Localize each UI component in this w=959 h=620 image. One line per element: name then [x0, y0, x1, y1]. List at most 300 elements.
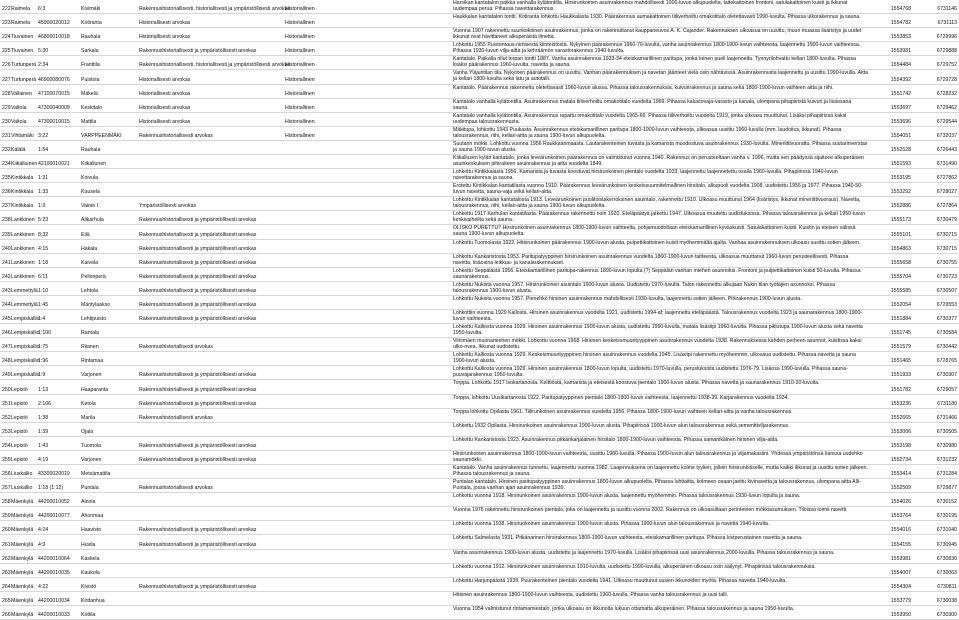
village-name: Lepistö	[11, 400, 28, 407]
description: Lohkottu Tuomolasta 1922. Hirsirunkoinen päärakennus 1900-luvun alusta, pulpettikattoinen kuisti myöhemmältä ajalta. Vanhaa asuinrakennuksen ulkoasu uusittu sotien jälkeen.	[453, 239, 861, 246]
coordinate-y: 6729462	[936, 104, 957, 111]
table-row	[0, 409, 959, 423]
kohde-number: 258	[2, 499, 11, 506]
coordinate-x: 1553853	[890, 34, 911, 41]
village-name: Lankkinen	[11, 259, 35, 266]
kohde-number: 247	[2, 344, 11, 351]
coordinate-y: 6730715	[936, 231, 957, 238]
coordinate-y: 6728027	[936, 189, 957, 196]
property-id: 4:24	[38, 527, 49, 534]
table-row	[0, 0, 959, 14]
coordinate-x: 1551782	[890, 386, 911, 393]
coordinate-y: 6729553	[936, 301, 957, 308]
property-name: Kivistö	[81, 583, 97, 590]
classification: Historiallisesti arvokas	[139, 104, 191, 111]
classification: Rakennushistoriallisesti ja ympäristöllisesti arvokas	[139, 273, 257, 280]
village-name: Vihtamäki	[11, 132, 34, 139]
description: Kiikallusen kylän kantatalo, jonka leveärunkoinen päärakennus on valmistunut vuonna 1940. Rakennus on perusteeltaan vanha v. 1996, mutta sen päädyssä sijaitsee alkuperäisen asuinkeskuksen pihiraiteen asuinrakennus ja aitta vuodelta 1849.	[453, 155, 864, 167]
property-id: 4:9	[38, 541, 46, 548]
category: Historiallinen	[285, 20, 315, 27]
property-id: 2:34	[38, 62, 49, 69]
property-name: Huvila	[81, 541, 96, 548]
coordinate-x: 1553697	[890, 104, 911, 111]
property-name: Mäkelä	[81, 90, 98, 97]
coordinate-y: 6730505	[936, 428, 957, 435]
village-name: Lepistö	[11, 442, 28, 449]
kohde-number: 241	[2, 259, 11, 266]
kohde-number: 251	[2, 400, 11, 407]
category: Historiallinen	[285, 34, 315, 41]
village-name: Mäenkylä	[11, 541, 34, 548]
property-id: 44200010064	[38, 555, 70, 562]
category: Historiallinen	[285, 48, 315, 55]
classification: Rakennushistoriallisesti ja ympäristöllisesti arvokas	[139, 287, 257, 294]
property-name: VARPPEENMÄKI	[81, 132, 122, 139]
property-name: Kottila	[81, 611, 96, 618]
property-id: 43300020019	[38, 471, 70, 478]
coordinate-x: 1553198	[890, 442, 911, 449]
description: Lohkottu vuonna 1938. Hirsirunkoinen asuinrakennus 1900-luvun alusta. Pihassa 1900-luvun alun talousrakennus ja navetta 1940-luvulta.	[453, 521, 770, 528]
property-id: 1:38	[38, 414, 49, 421]
property-id: 44200010052	[38, 499, 70, 506]
classification: Rakennushistoriallisesti ja ympäristöllisesti arvokas	[139, 48, 257, 55]
village-name: Kintikkala	[11, 203, 34, 210]
kohde-number: 256	[2, 471, 11, 478]
coordinate-x: 1553981	[890, 48, 911, 55]
coordinate-x: 1551579	[890, 344, 911, 351]
village-name: Lankkinen	[11, 273, 35, 280]
property-id: 8:32	[38, 231, 49, 238]
kohde-number: 243	[2, 287, 11, 294]
coordinate-y: 6729057	[936, 386, 957, 393]
property-name: Kaskela	[81, 555, 100, 562]
classification: Rakennushistoriallisesti ja ympäristöllisesti arvokas	[139, 541, 257, 548]
property-id: 1:45	[38, 301, 49, 308]
classification: Rakennushistoriallisesti ja ympäristöllisesti arvokas	[139, 301, 257, 308]
table-row	[0, 155, 959, 169]
property-name: Varjonen	[81, 456, 102, 463]
coordinate-x: 1552734	[890, 456, 911, 463]
kohde-number: 239	[2, 231, 11, 238]
property-id: 1:18	[38, 259, 49, 266]
property-id: 1:33	[38, 189, 49, 196]
property-id: 4:19	[38, 456, 49, 463]
kohde-number: 252	[2, 414, 11, 421]
coordinate-x: 1551742	[890, 90, 911, 97]
coordinate-x: 1551593	[890, 161, 911, 168]
description: Lohkottu 1917 Karhulan kantatilasta. Päärakennus rakennettu noin 1920. Eteläpäätyä jatkettu 1947. Ulkoasua muutettu uudistuksissa. Pihassa talousrakennus ja kellari 1950-luvun keskivaiheilta sekä sauna.	[453, 211, 866, 224]
coordinate-y: 6727862	[936, 175, 957, 182]
property-name: Mäntylaakso	[81, 301, 111, 308]
village-name: Mäenkylä	[11, 555, 34, 562]
coordinate-x: 1553006	[890, 428, 911, 435]
table-row	[0, 211, 959, 225]
property-name: Rintamaa	[81, 358, 104, 365]
property-id: 6:3	[38, 6, 46, 13]
description: Lohkottu vuonna 1912. Hirsirunkoinen asuinrakennus 1910-luvulta, uudistettu 1990-luvulla, alkuperäinen ulkoasu osin säilynyt. Pihapiirissä talousrakennuksia.	[453, 563, 816, 570]
coordinate-x: 1554026	[890, 499, 911, 506]
coordinate-y: 6729996	[936, 34, 957, 41]
property-id: 1:3	[38, 203, 46, 210]
coordinate-x: 1553236	[890, 400, 911, 407]
coordinate-y: 6731232	[936, 456, 957, 463]
table-row	[0, 380, 959, 394]
description: Kantatalo vanhalla kylätontilla. Asuinrakennus rapattu omakotitalo vuodelta 1965-66. Pihassa tiiliverhoiltu vuodelta 1919, jonka ulkoasu muuttunut. Lisäksi pihapiirissä kaksi uudempaa talousrakennusta.	[453, 112, 847, 125]
description: Erotettu Kintikkalan kantatilasta vuonna 1910. Päärakennus leveärunkoinen keskeissuunnitelmallinen hirsitalo, alkupuoli vuodelta 1908, uudistettu 1956 ja 1977. Pihassa 1940-50-luvun navetta, sauna-vaja sekä kellari-aitta.	[453, 183, 863, 196]
description: Lohkottu Kalliosta vuonna 1929. Hirsinen asuinrakennus 1800-luvun lopulta, uudistettu 1970-luvulla, perustuksista uudistettu 1976-79. Lisäosa 1990-luvulla. Pihassa sauna-puuvajarakennus 1950-luvulta.	[453, 366, 848, 379]
kohde-number: 235	[2, 175, 11, 182]
classification: Rakennushistoriallisesti ja ympäristöllisesti arvokas	[139, 400, 257, 407]
property-id: 2:106	[38, 400, 51, 407]
village-name: Lankkinen	[11, 231, 35, 238]
description: Vanha asuinrakennus 1900-luvun alusta, uudistettu ja laajennettu 1970-luvulla. Lisäksi pihapiirissä uusi asuinrakennus 2000-luvulla. Pihassa talousrakennus ja sauna.	[453, 549, 835, 556]
property-id: 1:54	[38, 146, 49, 153]
description: Lohkottu Nukista vuonna 1957. Hirsirunkoinen asuintalo 1900-luvun alusta. Uudistettu 1970-luvulla. Talon rakenneittu alkujaan Nukin tilan työtäjien asunnoksi. Pihassa talousrakennus 1900-luvun alusta.	[453, 281, 835, 294]
table-row	[0, 578, 959, 592]
village-name: Turtunperä	[11, 76, 37, 83]
kohde-number: 249	[2, 372, 11, 379]
table-row	[0, 85, 959, 99]
table-row	[0, 296, 959, 310]
village-name: Mäenkylä	[11, 527, 34, 534]
table-row	[0, 324, 959, 338]
coordinate-y: 6730723	[936, 273, 957, 280]
kohde-number: 250	[2, 386, 11, 393]
property-name: Puistola	[81, 76, 100, 83]
coordinate-y: 6731490	[936, 161, 957, 168]
description: Lohkottu Kalliosta vuonna 1929. Hirsinen asuinrakennus 1900-luvun alusta, uudistettu 1990-luvulla, matala lisäsiipi 1960-luvulta. Pihassa piklutupa 1900-luvun alusta sekä navetta 1950-luvulta.	[453, 324, 863, 337]
classification: Rakennushistoriallisesti ja ympäristöllisesti arvokas	[139, 386, 257, 393]
coordinate-y: 6732037	[936, 132, 957, 139]
table-row	[0, 395, 959, 409]
coordinate-x: 1552509	[890, 485, 911, 492]
coordinate-x: 1554051	[890, 132, 911, 139]
village-name: Liuskallio	[11, 471, 33, 478]
coordinate-y: 6731146	[937, 6, 957, 13]
coordinate-x: 1554484	[890, 62, 911, 69]
village-name: Raimela	[11, 20, 31, 27]
property-name: Lehtipuisto	[81, 316, 107, 323]
village-name: Lemmettylä	[11, 301, 38, 308]
description: Harsikan kantatalon paikka vanhalla kylätontilla. Hirsirunkoinen asuinrakennus mahdollisesti 1900-luvun alkupuolelta, taitekattoinen frontoni, satulakattoinen kuisti ja ikkunat uudempaa perua. Pihassa navettarakennus.	[453, 0, 848, 12]
table-row	[0, 169, 959, 183]
table-row	[0, 366, 959, 380]
coordinate-y: 6730377	[936, 316, 957, 323]
description: Lohkottu Kankaristosta 1923. Asuinrakennus pitkänkarjalainen hirsitalo 1800-1900-luvun vaihteesta. Pihassa samanikäinen hirsinen vilja-aitta.	[453, 436, 779, 443]
property-name: Metsämattila	[81, 471, 111, 478]
description: Vuonna 1907 rakennettu suurikokoinen asuinrakennus, jonka on rakennuttanut kauppaneuvos A. K. Cajander. Rakennuksen ulkoasua on uusittu, muun muassa lisäristys ja uudet ikkunat ovat hävittäneet alkuperäistä ilmettä.	[453, 28, 862, 41]
coordinate-x: 1552665	[890, 414, 911, 421]
classification: Historiallisesti arvokas	[139, 34, 191, 41]
coordinate-y: 6730755	[936, 259, 957, 266]
description: Hirsinen asuinrakennus 1800-1900-luvun vaihteesta, uudistettu 1960-luvulla. Pihassa vanha talousrakennus ja uusi talli.	[453, 591, 729, 598]
classification: Historiallisesti arvokas	[139, 20, 191, 27]
classification: Rakennushistoriallisesti ja ympäristöllisesti arvokas	[139, 231, 257, 238]
table-row	[0, 451, 959, 465]
coordinate-y: 6729888	[936, 48, 957, 55]
kohde-number: 230	[2, 118, 11, 125]
kohde-number: 261	[2, 541, 11, 548]
coordinate-y: 6730830	[936, 555, 957, 562]
description: Lohkottu Kankaristosta 1953. Paritupatyyppinen hirsirunkoinen asuinrakennus vuodelta 1860-1900-luvun taitteesta, ulkoasua muuttanut 1960-luvun perusteellisesti. Pihassa navetta, lisäosina leikkuu- ja kanalarakennukset.	[453, 253, 849, 266]
kohde-number: 234	[2, 161, 11, 168]
classification: Rakennushistoriallisesti arvokas	[139, 344, 213, 351]
description: Suutarin mökki. Lohkottu vuonna 1956 Raukkaanmaasta. Lautarakenteinen tuvasta ja kamarista muodostuva asuinrakennus 1930-luvulta. Mineriittivuorattu. Pihassa suutarinverstas ja sauna 1900-luvun alusta.	[453, 140, 868, 153]
property-name: Kuusela	[81, 189, 100, 196]
kohde-number: 226	[2, 62, 11, 69]
classification: Rakennushistoriallisesti arvokas	[139, 414, 213, 421]
classification: Ympäristöllisesti arvokas	[139, 203, 197, 210]
classification: Rakennushistoriallisesti ja ympäristöllisesti arvokas	[139, 259, 257, 266]
coordinate-y: 6730307	[936, 372, 957, 379]
description: Vuonna 1954 valmistunut rintamamiestalo, jonka ulkoasu on ikkunoita lukuun ottamatta alkuperäinen. Pihassa talousrakennus ja sauna 1950-luvulta.	[453, 605, 795, 612]
classification: Rakennushistoriallisesti ja ympäristöllisesti arvokas	[139, 217, 257, 224]
property-name: Alikarhula	[81, 217, 104, 224]
kohde-number: 266	[2, 611, 11, 618]
village-name: Kintikkala	[11, 189, 34, 196]
table-row	[0, 521, 959, 535]
coordinate-x: 1555704	[890, 273, 911, 280]
coordinate-x: 1554007	[890, 569, 911, 576]
property-name: Kaukola	[81, 569, 100, 576]
kohde-number: 237	[2, 203, 11, 210]
kohde-number: 246	[2, 330, 11, 337]
property-id: 1:39	[38, 428, 49, 435]
coordinate-y: 6730584	[936, 330, 957, 337]
kohde-number: 236	[2, 189, 11, 196]
property-name: Haavisto	[81, 527, 102, 534]
village-name: Raimela	[11, 6, 31, 13]
description: Lohkottu Seppälästä 1956. Eteiskamarillinen paritupa-rakennus 1890-luvun lopulta (?) Seppälän vanhan miehen asunnoksi. Frontoni ja pulpettikattoinen kuisti 50-luvulta. Pihassa saunarakennus.	[453, 267, 861, 280]
classification: Historiallisesti arvokas	[139, 118, 191, 125]
category: Historiallinen	[285, 118, 315, 125]
kohde-number: 225	[2, 48, 11, 55]
property-name: Puntala	[81, 485, 99, 492]
coordinate-x: 1551465	[890, 358, 911, 365]
coordinate-y: 6730300	[936, 611, 957, 618]
description: Torppa lohkottu Opilasta 1961. Tiilirunkoinen asuinrakennus vuodelta 1956. Pihassa 1800-1900-luvun vaihteen kellari-aitta ja vanha talousrakennus.	[453, 408, 793, 415]
kohde-number: 244	[2, 301, 11, 308]
coordinate-x: 1553414	[890, 471, 911, 478]
village-name: Lempiskallio	[11, 330, 40, 337]
property-name: Franttila	[81, 62, 100, 69]
classification: Rakennushistoriallisesti arvokas	[139, 485, 213, 492]
property-id: 42100010021	[38, 161, 70, 168]
description: Lohkottu Harjunpäästä 1939. Puurakenteinen pientalo vuodelta 1941. Ulkoasu muuttunut uusien ikkunoiden myötä. Pihassa navetta 1940-luvulta.	[453, 577, 787, 584]
kohde-number: 245	[2, 316, 11, 323]
property-id: 1:9	[38, 372, 46, 379]
property-name: Keskitalo	[81, 104, 103, 111]
property-name: Rauhala	[81, 146, 101, 153]
property-name: Kiikallunen	[81, 161, 107, 168]
property-name: Koivula	[81, 175, 99, 182]
property-id: 44200010034	[38, 597, 70, 604]
coordinate-y: 6726443	[936, 146, 957, 153]
category: Historiallinen	[285, 132, 315, 139]
village-name: Lemmettylä	[11, 287, 38, 294]
property-id: 44200010033	[38, 611, 70, 618]
coordinate-x: 1555585	[890, 287, 911, 294]
property-name: Marila	[81, 414, 96, 421]
village-name: Lempiskallio	[11, 344, 40, 351]
coordinate-x: 1552886	[890, 203, 911, 210]
property-id: 1:13	[38, 386, 49, 393]
description: Kantatalo. Päärakennus rakennettu oletettavasti 1960-luvun alussa. Pihassa talousrakennuksia, kuivurirakennus ja sauna sekä 1800-1900-luvun vaihteen aitta ja riihi.	[453, 84, 834, 91]
classification: Rakennushistoriallisesti ja ympäristöllisesti arvokas	[139, 245, 257, 252]
classification: Historiallisesti arvokas	[139, 90, 191, 97]
village-name: Lempiskallio	[11, 316, 40, 323]
classification: Rakennushistoriallisesti, historiallisesti ja ympäristöllisesti arvokas	[139, 6, 291, 13]
coordinate-x: 1551745	[890, 330, 911, 337]
village-name: Mäenkylä	[11, 569, 34, 576]
coordinate-y: 6731284	[936, 471, 957, 478]
coordinate-y: 6730980	[936, 442, 957, 449]
coordinate-y: 6730507	[936, 287, 957, 294]
coordinate-y: 6730811	[937, 583, 957, 590]
kohde-number: 242	[2, 273, 11, 280]
coordinate-y: 6731180	[937, 400, 957, 407]
property-id: 45900020012	[38, 20, 70, 27]
coordinate-y: 6730945	[936, 541, 957, 548]
table-row	[0, 352, 959, 366]
table-row	[0, 14, 959, 28]
property-name: Ketola	[81, 400, 96, 407]
property-name: Eilä	[81, 231, 90, 238]
village-name: Liuskallio	[11, 485, 33, 492]
village-name: Valtola	[11, 118, 27, 125]
property-name: Kivimäki	[81, 6, 101, 13]
kohde-number: 248	[2, 358, 11, 365]
coordinate-y: 6729728	[936, 76, 957, 83]
village-name: Tiuvainen	[11, 48, 34, 55]
description: Hirsirunkoinen asuinrakennus 1800-1900-luvun vaihteesta, uusittu 1980-luvulla. Pihassa 1900-luvun alun talousrakennus ja viljamakasiini. Yhdessä ympäristönsä kanssa uudehko saunamökki.	[453, 450, 863, 463]
property-id: 44200010035	[38, 569, 70, 576]
classification: Rakennushistoriallisesti arvokas	[139, 132, 213, 139]
coordinate-y: 6730063	[936, 569, 957, 576]
kohde-number: 260	[2, 527, 11, 534]
property-id: 47300040009	[38, 104, 70, 111]
coordinate-x: 1555173	[890, 217, 911, 224]
kohde-number: 232	[2, 146, 11, 153]
kohde-number: 264	[2, 583, 11, 590]
property-id: 44200010077	[38, 513, 70, 520]
coordinate-y: 6731040	[936, 527, 957, 534]
kohde-number: 227	[2, 76, 11, 83]
coordinate-x: 1555101	[890, 231, 911, 238]
coordinate-x: 1552054	[890, 301, 911, 308]
category: Historiallinen	[285, 62, 315, 69]
property-id: 47300010015	[38, 118, 70, 125]
village-name: Kiikalluinen	[11, 161, 38, 168]
property-name: Pellonperä	[81, 273, 106, 280]
village-name: Mäenkylä	[11, 583, 34, 590]
coordinate-y: 6730479	[936, 217, 957, 224]
coordinate-x: 1554768	[890, 6, 911, 13]
description: Lohkottu 1932 Opilasta. Hirsirunkoinen asuinrakennus 1900-luvun alusta. Pihapiirissä 1900-luvun alun talousrakennus sekä sementtiviljarakennus.	[453, 422, 790, 429]
village-name: Vallainen	[11, 90, 32, 97]
description: Lohkottu 1955 Puistontaus-nimisestä kiinteistöstä. Nykyinen päärakennus 1960-70-luvulta, vanha asuinrakennus 1800-1900-luvun vaihteesta, laajennettu 1900-luvun vaihteessa. Pihassa 1930-luvun vilja-aitta ja kehräämön varastorakennus 1940-luvulta.	[453, 42, 861, 55]
coordinate-y: 6730038	[936, 597, 957, 604]
village-name: Lepistö	[11, 386, 28, 393]
village-name: Mäenkylä	[11, 597, 34, 604]
table-row	[0, 507, 959, 521]
coordinate-y: 6730195	[936, 513, 957, 520]
village-name: Valtola	[11, 104, 27, 111]
property-name: Hakala	[81, 245, 98, 252]
property-name: Kotiranta	[81, 20, 102, 27]
description: Kantatalo vanhalla kylätontilla. Asuinrakennus matala tiiliverhoiltu omakotitalo vuodelta 1969. Pihassa kalustovaja-varasto ja kanala, ulompana pihapiiristä kuivuri ja lisäosana sauna.	[453, 98, 852, 111]
property-id: 1:10	[38, 287, 49, 294]
property-id: 5:23	[38, 217, 49, 224]
category: Historiallinen	[285, 90, 315, 97]
description: Kantatalo. Paikalla ollut torpan tontti 1887. Vanha asuinrakennus 1933-34 eteiskamarillinen paritupa, jonka toinen puoli laajennettu. Tynnyrilohvattu kellari 1800-luvulta. Pihassa lisäksi päärakennus 1960-luvulta, navetta ja sauna.	[453, 56, 856, 69]
property-name: Vainio I	[81, 203, 98, 210]
property-id: 1:96	[38, 358, 49, 365]
table-row	[0, 70, 959, 84]
table-row	[0, 268, 959, 282]
table-row	[0, 99, 959, 113]
coordinate-x: 1553779	[890, 597, 911, 604]
property-id: 1:18 (1:12)	[38, 485, 64, 492]
table-row	[0, 465, 959, 479]
coordinate-x: 1554782	[890, 20, 911, 27]
property-name: Rantala	[81, 330, 99, 337]
village-name: Mäenkylä	[11, 499, 34, 506]
kohde-number: 228	[2, 90, 11, 97]
property-name: Ainola	[81, 499, 96, 506]
village-name: Lankkinen	[11, 217, 35, 224]
property-id: 4:22	[38, 583, 49, 590]
description: Lohkottu Salmelasta 1931. Pitkänarinen hirsirakennus 1800-1900-luvun vaihteesta, eteiskamarillinen paritupa. Pihassa kiviperustainen navetta ja sauna.	[453, 535, 803, 542]
kohde-number: 257	[2, 485, 11, 492]
kohde-number: 263	[2, 569, 11, 576]
coordinate-y: 6729544	[936, 118, 957, 125]
coordinate-x: 1553764	[890, 513, 911, 520]
description: Lohkottu Kalliosta vuonna 1929. Keskeismuurityyppinen hirsinen asuinrakennus vuodelta 1945. Lisäsiipi rakennettu myöhemmin, ulkoasua uudistettu. Pihassa navetta ja sauna 1900-luvun alusta.	[453, 352, 856, 365]
table-row	[0, 113, 959, 127]
property-name: Kaivola	[81, 259, 99, 266]
coordinate-x: 1551933	[890, 372, 911, 379]
table-row	[0, 338, 959, 352]
table-row	[0, 183, 959, 197]
classification: Rakennushistoriallisesti, historiallisesti ja ympäristöllisesti arvokas	[139, 62, 291, 69]
village-name: Lempiskallio	[11, 358, 40, 365]
description: Lohkottu vuonna 1918. Hirsirunkoinen asuinrakennus 1900-luvun alusta, laajennettu myöhemmin. Pihassa talousrakennus 1930-luvun lopulta ja sauna.	[453, 493, 801, 500]
coordinate-x: 1554863	[890, 245, 911, 252]
classification: Rakennushistoriallisesti ja ympäristöllisesti arvokas	[139, 583, 257, 590]
coordinate-y: 6730152	[936, 499, 957, 506]
description: Torppa, lohkottu Uusikartanosta 1922. Paritupatyyppinen pientalo 1800-1900-luvun vaihteesta, laajennettu 1938-39. Karjarakennus vuodelta 1934.	[453, 394, 789, 401]
property-name: Kottanhua	[81, 597, 105, 604]
description: Viinimäen muonamiehen mökki. Lohkottu vuonna 1968. Hirsinen keskeissmuurityyppinen asuinrakennus vuodelta 1938. Rakennuksessa kahden perheen asunnot, kuistissa kaksi ulko-ovea. Ikkunat uudistettu.	[453, 338, 862, 351]
coordinate-y: 6728765	[936, 358, 957, 365]
coordinate-x: 1553950	[890, 611, 911, 618]
kohde-number: 231	[2, 132, 11, 139]
kohde-number: 223	[2, 20, 11, 27]
property-id: 46800010018	[38, 34, 70, 41]
coordinate-x: 1555658	[890, 259, 911, 266]
kohde-number: 259	[2, 513, 11, 520]
property-id: 47100070015	[38, 90, 70, 97]
table-row	[0, 535, 959, 549]
description: Puntalan kantatalo. Hirsinen paritupatyyppinen asuinrakennus 1800-luvun alkupuolelta. Pihassa luhtiaitta, kolmeen osaan jaettu kivinavetta ja talousrakennus, ulompana aitta Alli-Puntala, jossa vanhan ajan asuinrakennus 1939.	[453, 479, 861, 492]
property-name: Ojala	[81, 428, 94, 435]
table-row	[0, 606, 959, 620]
description: OLISKO PURETTU? Hirsirunkoinen asuinrakennus 1800-1900-luvun vaihteelta, pohjamuodoltaan eteiskamarillinen kyväskuisti. Satulakattoinen kuisti. Kuistin ja eteisen välissä sauna 1900-luvun alkupuolelta.	[453, 225, 856, 238]
property-name: Sarkala	[81, 48, 99, 55]
table-row	[0, 493, 959, 507]
village-name: Kälälä	[11, 146, 26, 153]
